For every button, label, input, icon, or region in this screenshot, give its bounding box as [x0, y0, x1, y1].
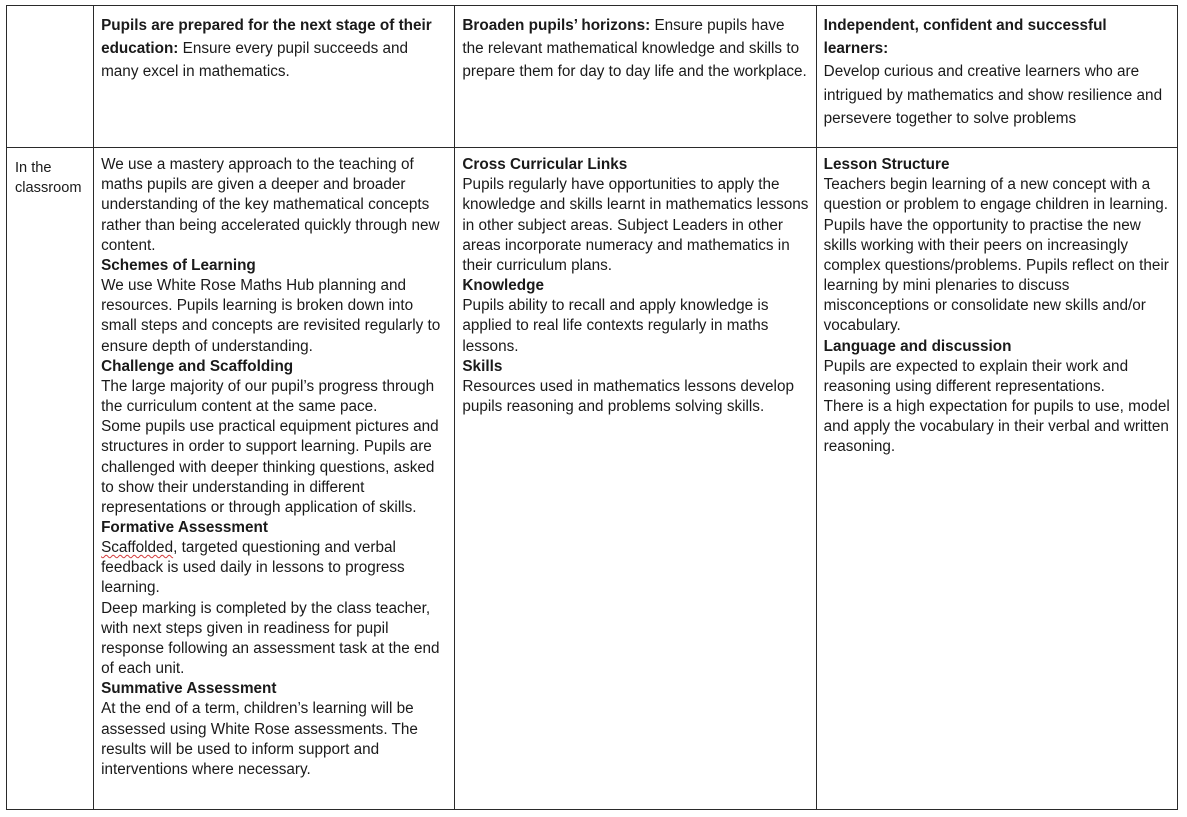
- empty-corner-cell: [7, 6, 94, 148]
- header-row: [7, 6, 1178, 148]
- lesson-structure-text: Teachers begin learning of a new concept with a question or problem to engage children in learning. Pupils have the opportunity to practise the new skills working with their peers on increasingly complex questions/problems. Pupils reflect on their learning by mini plenaries to discuss misconceptions or consolidate new skills and/or vocabulary.: [823, 176, 1169, 335]
- header-text-independent-learners: Develop curious and creative learners who are intrigued by mathematics and show resilience and persevere together to solve problems: [823, 63, 1163, 127]
- formative-text-questioning-rest: , targeted questioning and verbal feedback is used daily in lessons to progress learning.: [101, 539, 405, 597]
- schemes-heading: Schemes of Learning: [101, 256, 256, 274]
- spellcheck-flagged-word[interactable]: Scaffolded: [101, 539, 174, 557]
- header-text-next-stage: Ensure every pupil succeeds and many excel in mathematics.: [101, 40, 408, 81]
- header-cell-next-stage: [94, 6, 455, 148]
- header-title-next-stage: Pupils are prepared for the next stage of their education:: [101, 17, 432, 58]
- cross-curricular-cell: [455, 148, 816, 810]
- knowledge-text: Pupils ability to recall and apply knowledge is applied to real life contexts regularly in maths lessons.: [462, 297, 769, 355]
- classroom-row: [7, 148, 1178, 810]
- summative-heading: Summative Assessment: [101, 680, 277, 698]
- curriculum-table: [6, 5, 1178, 810]
- cross-curricular-text: Pupils regularly have opportunities to apply the knowledge and skills learnt in mathematics lessons in other subject areas. Subject Leaders in other areas incorporate numeracy and mathematics in their curriculum plans.: [462, 176, 809, 274]
- cross-curricular-heading: Cross Curricular Links: [462, 156, 628, 174]
- knowledge-heading: Knowledge: [462, 277, 544, 295]
- teaching-cell: [94, 148, 455, 810]
- language-text-explain: Pupils are expected to explain their work and reasoning using different representations.: [823, 357, 1129, 395]
- language-heading: Language and discussion: [823, 337, 1012, 355]
- mastery-intro-text: We use a mastery approach to the teaching of maths pupils are given a deeper and broader understanding of the key mathematical concepts rather than being accelerated quickly through new content.: [101, 156, 440, 254]
- header-text-horizons: Ensure pupils have the relevant mathematical knowledge and skills to prepare them for day to day life and the workplace.: [462, 17, 807, 81]
- challenge-heading: Challenge and Scaffolding: [101, 357, 294, 375]
- formative-text-marking: Deep marking is completed by the class teacher, with next steps given in readiness for pupil response following an assessment task at the end of each unit.: [101, 599, 440, 678]
- header-cell-independent-learners: [816, 6, 1177, 148]
- header-cell-horizons: [455, 6, 816, 148]
- language-text-vocabulary: There is a high expectation for pupils to use, model and apply the vocabulary in their verbal and written reasoning.: [823, 398, 1170, 456]
- formative-text-questioning: [101, 538, 447, 598]
- lesson-structure-heading: Lesson Structure: [823, 156, 950, 174]
- challenge-text-support: Some pupils use practical equipment pictures and structures in order to support learning. Pupils are challenged with deeper thinking questions, asked to show their understanding in different representations or through application of skills.: [101, 418, 439, 516]
- row-label-cell: [7, 148, 94, 810]
- header-title-horizons: Broaden pupils’ horizons:: [462, 17, 651, 34]
- row-label: In the classroom: [15, 160, 82, 197]
- lesson-structure-cell: [816, 148, 1177, 810]
- skills-heading: Skills: [462, 357, 503, 375]
- formative-heading: Formative Assessment: [101, 518, 268, 536]
- summative-text: At the end of a term, children’s learning will be assessed using White Rose assessments. The results will be used to inform support and interventions where necessary.: [101, 700, 418, 778]
- challenge-text-pace: The large majority of our pupil’s progress through the curriculum content at the same pace.: [101, 377, 435, 416]
- schemes-text: We use White Rose Maths Hub planning and resources. Pupils learning is broken down into small steps and concepts are revisited regularly to ensure depth of understanding.: [101, 277, 441, 355]
- skills-text: Resources used in mathematics lessons develop pupils reasoning and problems solving skills.: [462, 377, 794, 416]
- header-title-independent-learners: Independent, confident and successful learners:: [823, 17, 1107, 58]
